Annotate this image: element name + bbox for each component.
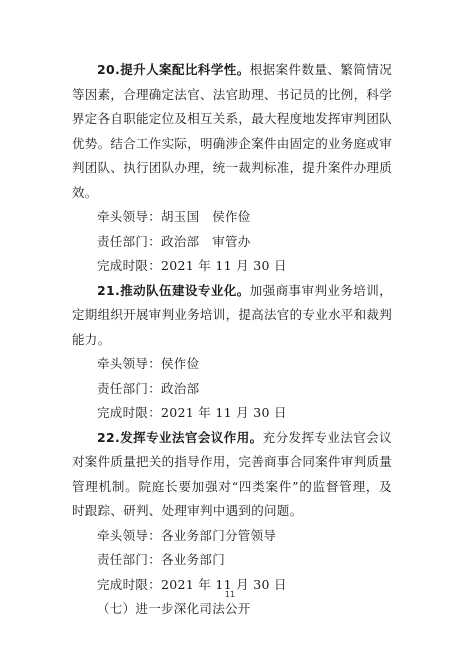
item-20-dept: 责任部门：政治部 审管办 [97,233,251,249]
item-21-heading: 21.推动队伍建设专业化。 [97,282,250,298]
item-20-paragraph [72,58,392,205]
item-22-heading: 22.发挥专业法官会议作用。 [97,429,263,445]
item-22-deadline: 完成时限：2021 年 11 月 30 日 [97,576,287,592]
item-20-deadline: 完成时限：2021 年 11 月 30 日 [97,258,287,273]
item-20-heading: 20.提升人案配比科学性。 [97,62,250,77]
item-21-paragraph [72,279,392,353]
item-22-lead: 牵头领导：各业务部门分管领导 [97,527,277,543]
item-22-body: 充分发挥专业法官会议对案件质量把关的指导作用，完善商事合同案件审判质量管理机制。院庭长要加强对“四类案件”的监督管理，及时跟踪、研判、处理审判中遇到的问题。 [72,429,393,518]
page-number: 11 [224,590,236,599]
item-21-deadline: 完成时限：2021 年 11 月 30 日 [97,405,287,420]
item-20-lead: 牵头领导：胡玉国 侯作俭 [97,209,251,224]
page-content [72,58,392,622]
section-title: （七）进一步深化司法公开 [97,601,251,616]
item-22-dept: 责任部门：各业务部门 [97,552,226,567]
item-20-body: 根据案件数量、繁简情况等因素，合理确定法官、法官助理、书记员的比例，科学界定各自职能定位及相互关系，最大程度地发挥审判团队优势。结合工作实际，明确涉企案件由固定的业务庭或审判团队、执行团队办理，统一裁判标准，提升案件办理质效。 [72,62,393,200]
item-21-dept: 责任部门：政治部 [97,380,200,396]
item-21-body: 加强商事审判业务培训，定期组织开展审判业务培训，提高法官的专业水平和裁判能力。 [72,282,393,347]
item-21-lead: 牵头领导：侯作俭 [97,356,200,371]
item-22-paragraph [72,426,392,524]
